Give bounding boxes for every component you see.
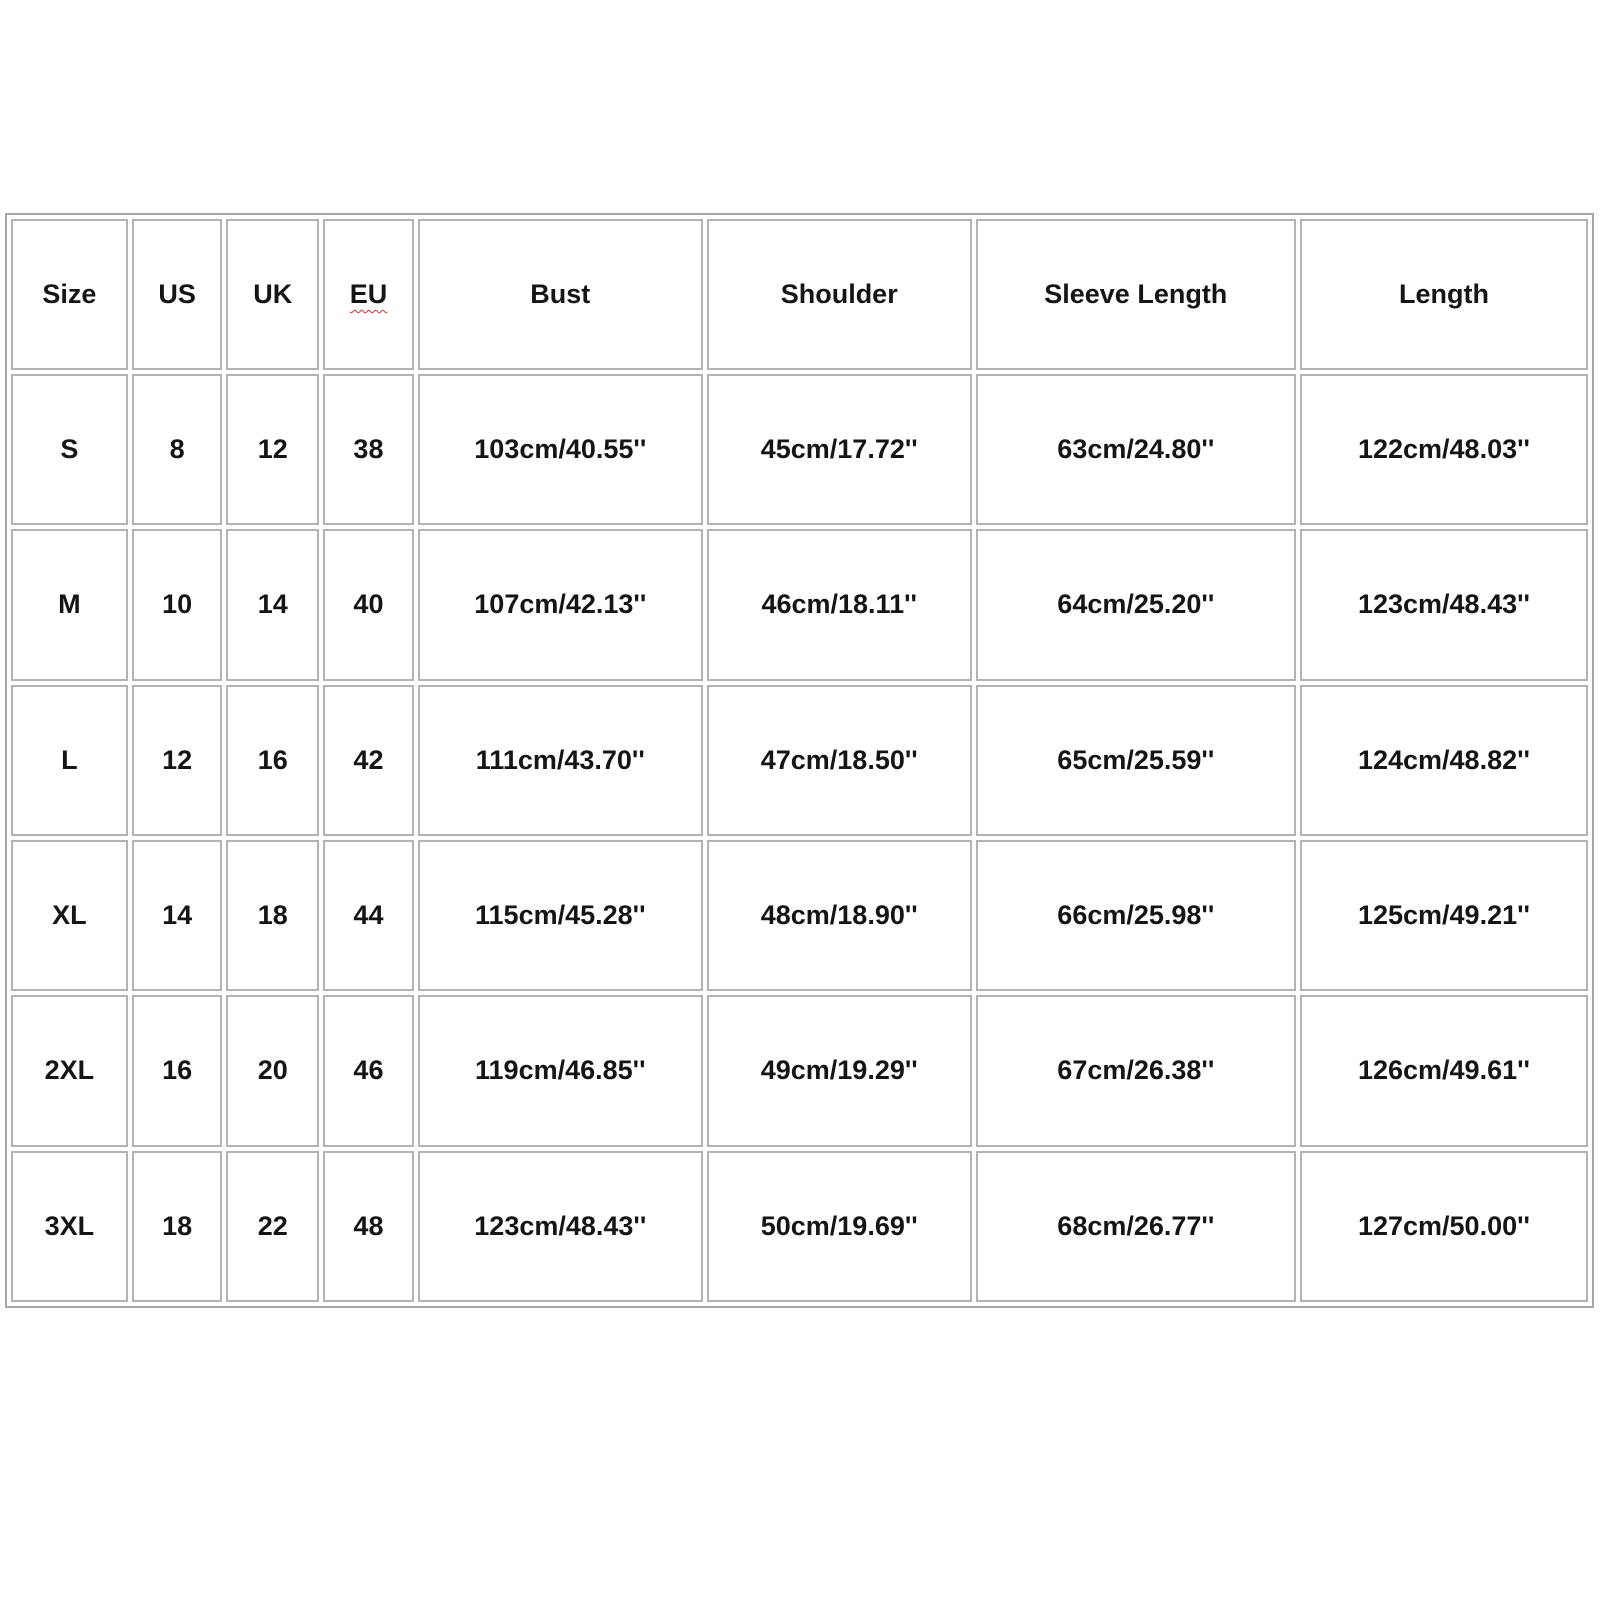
header-uk: UK bbox=[226, 219, 319, 370]
cell-us: 8 bbox=[132, 374, 223, 525]
cell-us: 18 bbox=[132, 1151, 223, 1302]
cell-uk: 22 bbox=[226, 1151, 319, 1302]
cell-us: 10 bbox=[132, 529, 223, 680]
cell-sleeve-length: 63cm/24.80'' bbox=[976, 374, 1296, 525]
cell-us: 16 bbox=[132, 995, 223, 1146]
cell-us: 14 bbox=[132, 840, 223, 991]
cell-size: S bbox=[11, 374, 128, 525]
cell-bust: 119cm/46.85'' bbox=[418, 995, 703, 1146]
cell-shoulder: 45cm/17.72'' bbox=[707, 374, 972, 525]
cell-shoulder: 50cm/19.69'' bbox=[707, 1151, 972, 1302]
cell-bust: 115cm/45.28'' bbox=[418, 840, 703, 991]
cell-uk: 14 bbox=[226, 529, 319, 680]
cell-length: 125cm/49.21'' bbox=[1300, 840, 1588, 991]
cell-length: 122cm/48.03'' bbox=[1300, 374, 1588, 525]
table-row bbox=[11, 1151, 1588, 1302]
table-row bbox=[11, 995, 1588, 1146]
cell-eu: 48 bbox=[323, 1151, 414, 1302]
size-chart-header bbox=[11, 219, 1588, 370]
header-eu-label: EU bbox=[349, 279, 388, 309]
cell-shoulder: 49cm/19.29'' bbox=[707, 995, 972, 1146]
cell-sleeve-length: 67cm/26.38'' bbox=[976, 995, 1296, 1146]
cell-eu: 40 bbox=[323, 529, 414, 680]
table-row bbox=[11, 529, 1588, 680]
cell-sleeve-length: 66cm/25.98'' bbox=[976, 840, 1296, 991]
header-row bbox=[11, 219, 1588, 370]
header-shoulder: Shoulder bbox=[707, 219, 972, 370]
header-sleeve-length: Sleeve Length bbox=[976, 219, 1296, 370]
cell-bust: 111cm/43.70'' bbox=[418, 685, 703, 836]
cell-bust: 123cm/48.43'' bbox=[418, 1151, 703, 1302]
cell-shoulder: 46cm/18.11'' bbox=[707, 529, 972, 680]
table-row bbox=[11, 374, 1588, 525]
cell-uk: 16 bbox=[226, 685, 319, 836]
cell-uk: 20 bbox=[226, 995, 319, 1146]
cell-size: 3XL bbox=[11, 1151, 128, 1302]
cell-length: 123cm/48.43'' bbox=[1300, 529, 1588, 680]
cell-shoulder: 48cm/18.90'' bbox=[707, 840, 972, 991]
cell-eu: 38 bbox=[323, 374, 414, 525]
cell-length: 127cm/50.00'' bbox=[1300, 1151, 1588, 1302]
cell-size: XL bbox=[11, 840, 128, 991]
cell-length: 124cm/48.82'' bbox=[1300, 685, 1588, 836]
cell-size: 2XL bbox=[11, 995, 128, 1146]
cell-eu: 42 bbox=[323, 685, 414, 836]
cell-shoulder: 47cm/18.50'' bbox=[707, 685, 972, 836]
cell-eu: 44 bbox=[323, 840, 414, 991]
cell-bust: 107cm/42.13'' bbox=[418, 529, 703, 680]
cell-eu: 46 bbox=[323, 995, 414, 1146]
cell-sleeve-length: 68cm/26.77'' bbox=[976, 1151, 1296, 1302]
header-bust: Bust bbox=[418, 219, 703, 370]
cell-uk: 12 bbox=[226, 374, 319, 525]
size-chart-body bbox=[11, 374, 1588, 1302]
cell-bust: 103cm/40.55'' bbox=[418, 374, 703, 525]
header-us: US bbox=[132, 219, 223, 370]
size-chart-table bbox=[5, 213, 1594, 1308]
cell-sleeve-length: 65cm/25.59'' bbox=[976, 685, 1296, 836]
header-size: Size bbox=[11, 219, 128, 370]
cell-size: M bbox=[11, 529, 128, 680]
cell-sleeve-length: 64cm/25.20'' bbox=[976, 529, 1296, 680]
table-row bbox=[11, 840, 1588, 991]
header-eu bbox=[323, 219, 414, 370]
cell-length: 126cm/49.61'' bbox=[1300, 995, 1588, 1146]
cell-size: L bbox=[11, 685, 128, 836]
header-length: Length bbox=[1300, 219, 1588, 370]
cell-uk: 18 bbox=[226, 840, 319, 991]
table-row bbox=[11, 685, 1588, 836]
cell-us: 12 bbox=[132, 685, 223, 836]
